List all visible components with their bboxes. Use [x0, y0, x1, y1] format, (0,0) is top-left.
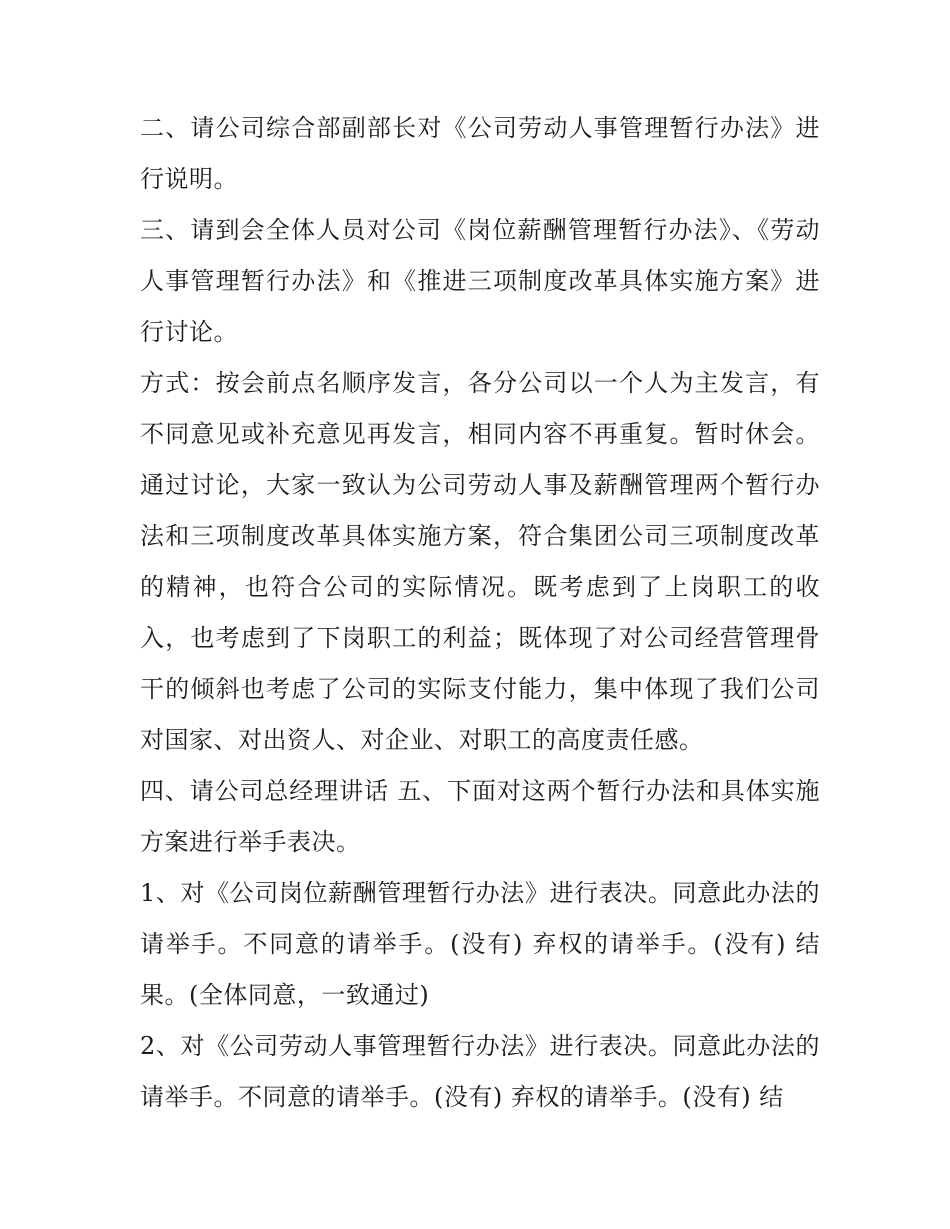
paragraph-discussion-method: 方式：按会前点名顺序发言，各分公司以一个人为主发言，有不同意见或补充意见再发言，相同内容不再重复。暂时休会。通过讨论，大家一致认为公司劳动人事及薪酬管理两个暂行办法和三项制度改革具体实施方案，符合集团公司三项制度改革的精神，也符合公司的实际情况。既考虑到了上岗职工的收入，也考虑到了下岗职工的利益；既体现了对公司经营管理骨干的倾斜也考虑了公司的实际支付能力，集中体现了我们公司对国家、对出资人、对企业、对职工的高度责任感。 — [140, 369, 820, 754]
paragraph-item-3-discussion: 三、请到会全体人员对公司《岗位薪酬管理暂行办法》、《劳动人事管理暂行办法》和《推进三项制度改革具体实施方案》进行讨论。 — [140, 216, 820, 346]
paragraph-vote-2: 2、对《公司劳动人事管理暂行办法》进行表决。同意此办法的请举手。不同意的请举手。(没有) 弃权的请举手。(没有) 结 — [140, 1032, 820, 1111]
paragraph-item-2-explanation: 二、请公司综合部副部长对《公司劳动人事管理暂行办法》进行说明。 — [140, 114, 820, 193]
document-body — [140, 103, 820, 1123]
paragraph-item-4-5-vote: 四、请公司总经理讲话 五、下面对这两个暂行办法和具体实施方案进行举手表决。 — [140, 777, 820, 856]
paragraph-vote-1: 1、对《公司岗位薪酬管理暂行办法》进行表决。同意此办法的请举手。不同意的请举手。(没有) 弃权的请举手。(没有) 结果。(全体同意，一致通过) — [140, 879, 820, 1009]
